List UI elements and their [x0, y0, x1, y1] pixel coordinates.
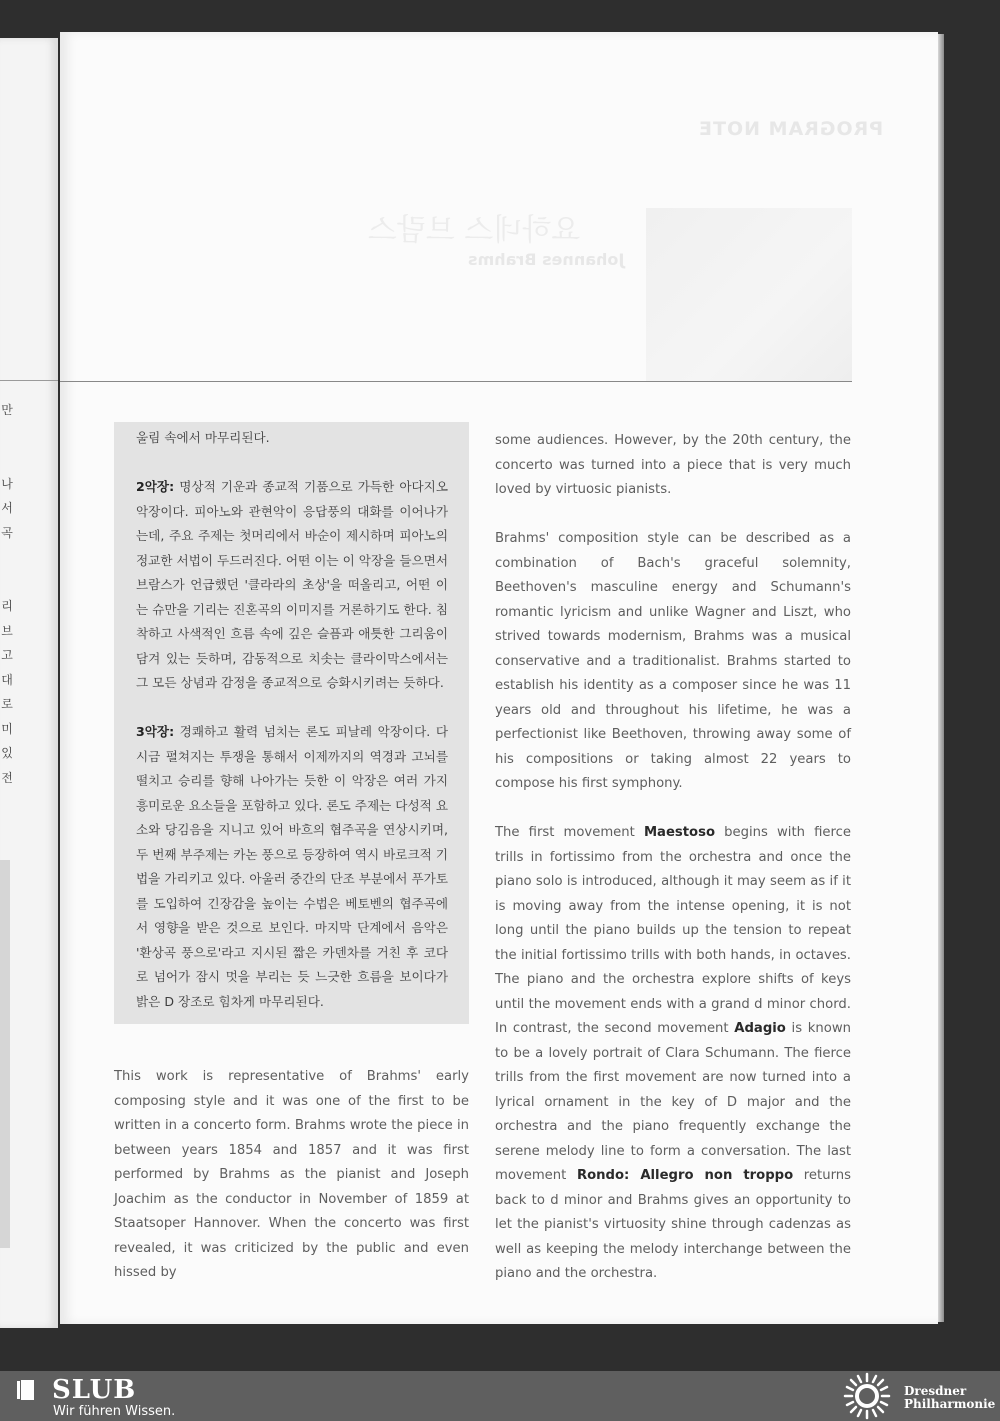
left-char: 브 — [1, 623, 13, 638]
left-char: 있 — [1, 746, 13, 760]
philharmonie-name: Dresdner Philharmonie — [904, 1384, 996, 1411]
left-char: 미 — [1, 721, 13, 736]
korean-text — [136, 426, 448, 1014]
show-through-heading: PROGRAM NOTE — [698, 118, 884, 140]
page-edge — [938, 34, 944, 1322]
slub-logo-text[interactable]: SLUB — [52, 1375, 137, 1405]
show-through-photo — [646, 208, 852, 382]
left-char: 리 — [1, 599, 13, 613]
left-margin-chars — [0, 398, 14, 790]
english-paragraph-3: The first movement Maestoso begins with fierce trills in fortissimo from the orchestra and once the piano solo is introduced, although it may seem as if it is moving away from the intense opening, it is not long until the piano builds up the tension to repeat the initial fortissimo trills with both hands, in octaves. The piano and the orchestra explore shifts of keys until the movement ends with a grand d minor chord. In contrast, the second movement Adagio is known to be a lovely portrait of Clara Schumann. The fierce trills from the first movement are now turned into a lyrical ornament in the key of D major and the orchestra and the piano frequently exchange the serene melody line to form a conversation. The last movement Rondo: Allegro non troppo returns back to d minor and Brahms gives an opportunity to let the pianist's virtuosity shine through cadenzas as well as keeping the melody interchange between the piano and the orchestra. — [495, 825, 851, 1281]
english-paragraph-1-end: some audiences. However, by the 20th century, the concerto was turned into a piece that is very much loved by virtuosic pianists. — [495, 433, 851, 497]
philharmonie-emblem-icon[interactable] — [840, 1372, 894, 1420]
left-char: 로 — [1, 697, 13, 711]
left-char: 서 — [1, 501, 13, 515]
movement-2-title: Adagio — [734, 1021, 786, 1036]
left-page-rule — [0, 380, 58, 381]
movement-2-text: 명상적 기운과 종교적 기품으로 가득한 아다지오 악장이다. 피아노와 관현악이 응답풍의 대화를 이어나가는데, 주요 주제는 첫머리에서 바순이 제시하며 피아노의 정교한 서법이 두드러진다. 어떤 이는 이 악장을 들으면서 브람스가 언급했던 '클라라의 초상'을 떠올리고, 어떤 이는 슈만을 기리는 진혼곡의 이미지를 거론하기도 한다. 침착하고 사색적인 흐름 속에 깊은 슬픔과 애틋한 그리움이 담겨 있는 듯하며, 감동적으로 치솟는 클라이막스에서는 그 모든 상념과 감정을 종교적으로 승화시키려는 듯하다. — [136, 479, 448, 690]
left-char: 곡 — [1, 525, 13, 540]
english-paragraph-2: Brahms' composition style can be described as a combination of Bach's graceful solemnity, Beethoven's masculine energy and Schumann's romantic lyricism and unlike Wagner and Liszt, who strived towards modernism, Brahms was a musical conservative and a traditionalist. Brahms started to establish his identity as a composer since he was 11 years old and throughout his lifetime, he was a perfectionist like Beethoven, throwing away some of his compositions or taking almost 22 years to compose his first symphony. — [495, 531, 851, 791]
english-paragraph-1-start: This work is representative of Brahms' early composing style and it was one of the first to be written in a concerto form. Brahms wrote the piece in between years 1854 and 1857 and it was first performed by Brahms as the pianist and Joseph Joachim as the conductor in November of 1859 at Staatsoper Hannover. When the concerto was first revealed, it was criticized by the public and even hissed by — [114, 1069, 469, 1280]
left-char: 전 — [1, 770, 13, 785]
korean-intro: 울림 속에서 마무리된다. — [136, 430, 270, 445]
left-char: 고 — [1, 648, 13, 662]
left-char: 만 — [1, 403, 13, 417]
korean-movement-3 — [136, 720, 448, 1014]
korean-movement-2 — [136, 475, 448, 696]
show-through-subtitle: Johannes Brahms — [468, 250, 625, 269]
movement-3-title: Rondo: Allegro non troppo — [576, 1168, 794, 1183]
movement-2-label: 2악장: — [136, 479, 175, 494]
show-through-title: 요하네스 브람스 — [368, 213, 581, 248]
movement-3-label: 3악장: — [136, 724, 175, 739]
english-column-right — [495, 429, 851, 1287]
book-icon — [14, 1378, 38, 1402]
slub-tagline: Wir führen Wissen. — [53, 1404, 176, 1419]
movement-1-title: Maestoso — [643, 825, 716, 840]
left-char: 대 — [1, 672, 13, 687]
left-char: 나 — [1, 476, 13, 491]
movement-3-text: 경쾌하고 활력 넘치는 론도 피날레 악장이다. 다시금 펼쳐지는 투쟁을 통해서 이제까지의 역경과 고뇌를 떨치고 승리를 향해 나아가는 듯한 이 악장은 여러 가지 흥미로운 요소들을 포함하고 있다. 론도 주제는 다성적 요소와 당김음을 지니고 있어 바흐의 협주곡을 연상시키며, 두 번째 부주제는 카논 풍으로 등장하여 역시 바로크적 기법을 가리키고 있다. 아울러 중간의 단조 부분에서 푸가토를 도입하여 긴장감을 높이는 수법은 베토벤의 협주곡에서 영향을 받은 것으로 보인다. 마지막 단계에서 음악은 '환상곡 풍으로'라고 지시된 짧은 카덴차를 거친 후 코다로 넘어가 잠시 멋을 부리는 듯 느긋한 흐름을 보이다가 밝은 D 장조로 힘차게 마무리된다. — [136, 724, 448, 1009]
header-rule — [60, 381, 852, 382]
left-page-grey-strip — [0, 860, 10, 1248]
footer-bar — [0, 1371, 1000, 1421]
english-column-left — [114, 1065, 469, 1286]
